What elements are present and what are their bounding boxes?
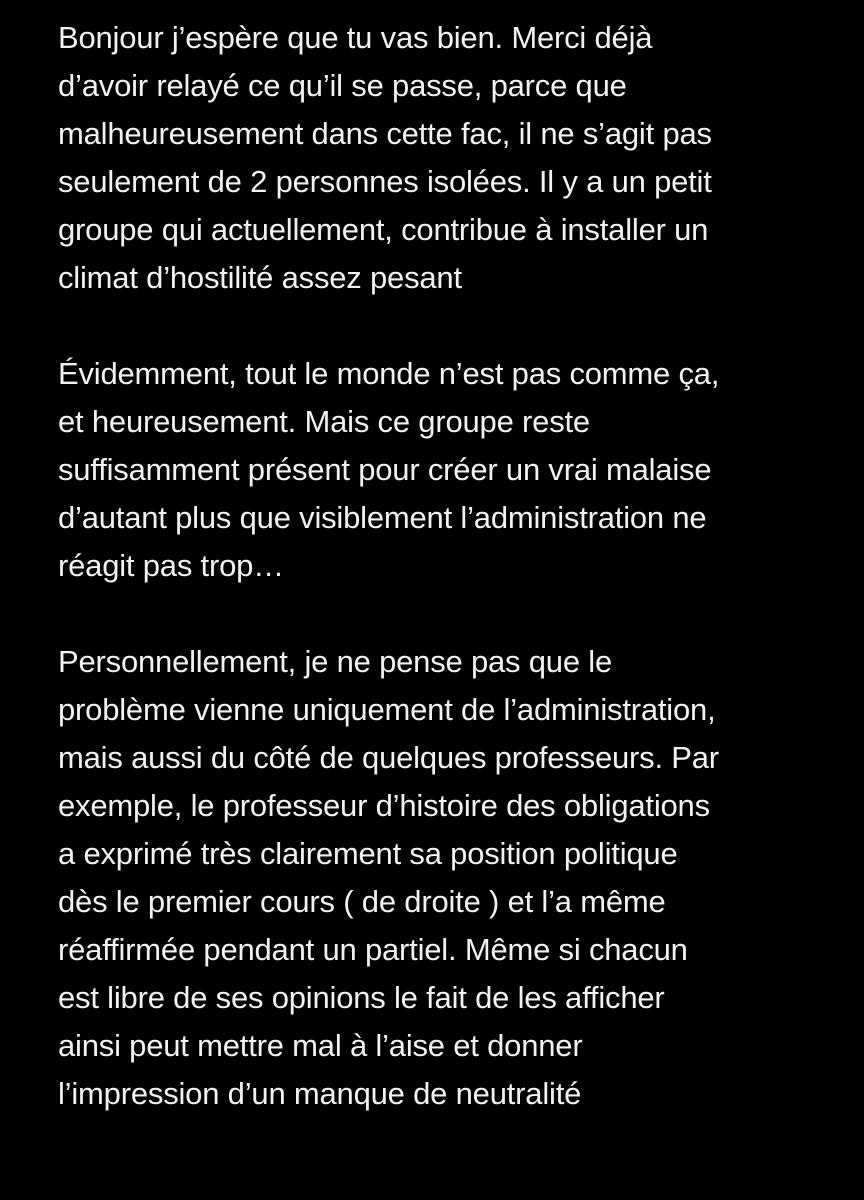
paragraph-3-line-8: est libre de ses opinions le fait de les afficher <box>58 980 665 1015</box>
paragraph-3-line-6: dès le premier cours ( de droite ) et l’a même <box>58 884 666 919</box>
paragraph-1-line-5: groupe qui actuellement, contribue à installer un <box>58 212 709 247</box>
paragraph-1-line-3: malheureusement dans cette fac, il ne s’agit pas <box>58 116 712 151</box>
paragraph-2-line-2: et heureusement. Mais ce groupe reste <box>58 404 590 439</box>
paragraph-1 <box>58 14 848 302</box>
paragraph-3 <box>58 638 848 1118</box>
paragraph-1-line-4: seulement de 2 personnes isolées. Il y a un petit <box>58 164 712 199</box>
paragraph-2-line-3: suffisamment présent pour créer un vrai malaise <box>58 452 712 487</box>
paragraph-3-line-9: ainsi peut mettre mal à l’aise et donner <box>58 1028 583 1063</box>
paragraph-3-line-2: problème vienne uniquement de l’administration, <box>58 692 716 727</box>
paragraph-1-line-1: Bonjour j’espère que tu vas bien. Merci déjà <box>58 20 653 55</box>
paragraph-3-line-5: a exprimé très clairement sa position politique <box>58 836 678 871</box>
paragraph-2-line-1: Évidemment, tout le monde n’est pas comme ça, <box>58 356 720 391</box>
paragraph-3-line-3: mais aussi du côté de quelques professeurs. Par <box>58 740 719 775</box>
paragraph-1-line-6: climat d’hostilité assez pesant <box>58 260 462 295</box>
paragraph-3-line-10: l’impression d’un manque de neutralité <box>58 1076 582 1111</box>
note-text-body <box>58 14 848 1166</box>
paragraph-3-line-1: Personnellement, je ne pense pas que le <box>58 644 613 679</box>
paragraph-2-line-5: réagit pas trop… <box>58 548 284 583</box>
paragraph-3-line-7: réaffirmée pendant un partiel. Même si chacun <box>58 932 688 967</box>
paragraph-3-line-4: exemple, le professeur d’histoire des obligations <box>58 788 710 823</box>
paragraph-1-line-2: d’avoir relayé ce qu’il se passe, parce que <box>58 68 627 103</box>
paragraph-2 <box>58 350 848 590</box>
paragraph-2-line-4: d’autant plus que visiblement l’administration ne <box>58 500 707 535</box>
